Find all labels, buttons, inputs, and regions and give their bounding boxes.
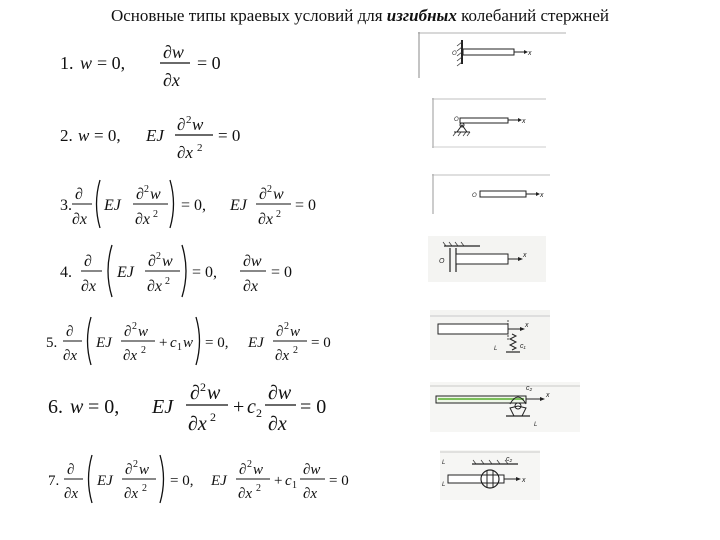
svg-text:2: 2: [165, 276, 170, 287]
svg-text:∂: ∂: [136, 186, 144, 203]
svg-text:x: x: [528, 50, 532, 57]
svg-text:= 0: = 0: [197, 53, 221, 73]
svg-text:= 0: = 0: [218, 126, 241, 145]
svg-text:L: L: [534, 422, 538, 428]
svg-text:O: O: [439, 258, 445, 265]
svg-text:∂x: ∂x: [81, 278, 97, 295]
svg-text:2: 2: [156, 251, 161, 262]
svg-text:2: 2: [210, 410, 216, 424]
condition-number: 3.: [60, 197, 72, 214]
svg-text:∂: ∂: [75, 186, 83, 203]
svg-text:EJ: EJ: [97, 473, 113, 489]
svg-text:= 0: = 0: [295, 197, 317, 214]
condition-4: [60, 245, 292, 297]
diagram-clamped-end: [418, 32, 566, 78]
svg-text:∂x: ∂x: [135, 211, 151, 228]
svg-text:∂x: ∂x: [64, 486, 79, 502]
svg-text:x: x: [522, 477, 526, 484]
svg-text:∂: ∂: [148, 253, 156, 270]
svg-text:L: L: [442, 460, 446, 466]
svg-text:2: 2: [186, 114, 192, 126]
svg-text:w: w: [78, 126, 90, 145]
svg-text:w: w: [207, 382, 221, 404]
svg-text:x: x: [546, 392, 550, 399]
svg-text:w: w: [183, 335, 194, 351]
svg-text:w: w: [162, 253, 173, 270]
diagram-sliding-clamp: [428, 236, 546, 282]
condition-number: 4.: [60, 264, 72, 281]
svg-text:= 0: = 0: [271, 264, 293, 281]
svg-text:2: 2: [144, 184, 149, 195]
condition-number: 6.: [48, 396, 63, 418]
svg-text:∂x: ∂x: [147, 278, 163, 295]
svg-text:= 0,: = 0,: [97, 53, 126, 73]
svg-text:L: L: [442, 482, 446, 488]
condition-number: 2.: [60, 126, 73, 145]
svg-text:2: 2: [276, 209, 281, 220]
svg-text:∂x: ∂x: [268, 413, 287, 435]
svg-text:1: 1: [292, 480, 297, 491]
svg-text:w: w: [192, 115, 204, 134]
svg-text:c₂: c₂: [506, 456, 513, 463]
condition-5: [46, 317, 331, 365]
svg-text:x: x: [525, 322, 529, 329]
condition-3: [60, 180, 316, 228]
svg-text:∂w: ∂w: [303, 462, 321, 478]
svg-text:EJ: EJ: [96, 335, 112, 351]
svg-text:O: O: [452, 51, 457, 57]
condition-2: [60, 114, 240, 162]
svg-text:2: 2: [133, 459, 138, 470]
condition-7: [48, 455, 349, 503]
svg-text:EJ: EJ: [152, 396, 174, 418]
svg-text:c₂: c₂: [526, 385, 533, 392]
svg-text:∂: ∂: [190, 382, 200, 404]
svg-text:x: x: [540, 192, 544, 199]
svg-text:L: L: [494, 346, 498, 352]
svg-text:2: 2: [142, 483, 147, 494]
svg-text:1: 1: [177, 342, 182, 353]
svg-text:w: w: [139, 462, 150, 478]
svg-text:= 0,: = 0,: [205, 335, 229, 351]
svg-text:∂: ∂: [276, 324, 284, 340]
diagram-sliding-elastic-support: [440, 450, 540, 500]
svg-text:= 0,: = 0,: [170, 473, 194, 489]
svg-text:∂x: ∂x: [123, 348, 138, 364]
svg-text:= 0: = 0: [329, 473, 349, 489]
svg-text:∂x: ∂x: [258, 211, 274, 228]
svg-text:= 0,: = 0,: [88, 396, 120, 418]
svg-text:= 0,: = 0,: [94, 126, 121, 145]
svg-text:= 0: = 0: [311, 335, 331, 351]
svg-text:x: x: [523, 252, 527, 259]
svg-text:2: 2: [153, 209, 158, 220]
svg-text:c₁: c₁: [520, 343, 526, 350]
svg-text:∂x: ∂x: [177, 143, 193, 162]
svg-text:2: 2: [267, 184, 272, 195]
svg-text:EJ: EJ: [104, 197, 121, 214]
svg-text:2: 2: [247, 459, 252, 470]
svg-text:O: O: [454, 117, 459, 123]
svg-text:EJ: EJ: [230, 197, 247, 214]
svg-text:∂: ∂: [66, 324, 74, 340]
svg-text:∂x: ∂x: [303, 486, 318, 502]
svg-text:2: 2: [141, 345, 146, 356]
svg-text:∂x: ∂x: [238, 486, 253, 502]
diagram-free-end: [432, 174, 550, 214]
condition-number: 7.: [48, 473, 60, 489]
svg-text:w: w: [290, 324, 301, 340]
condition-6: [48, 380, 326, 435]
svg-text:EJ: EJ: [117, 264, 134, 281]
svg-text:w: w: [273, 186, 284, 203]
svg-text:+: +: [274, 473, 283, 489]
title-emphasis: изгибных: [386, 6, 457, 25]
svg-text:w: w: [150, 186, 161, 203]
svg-text:EJ: EJ: [248, 335, 264, 351]
svg-text:∂w: ∂w: [243, 253, 262, 270]
svg-text:w: w: [70, 396, 84, 418]
svg-text:c: c: [247, 396, 256, 418]
svg-text:EJ: EJ: [146, 126, 164, 145]
svg-text:∂: ∂: [239, 462, 247, 478]
svg-text:2: 2: [256, 406, 262, 420]
diagram-hinged-end: [432, 98, 546, 148]
svg-text:2: 2: [132, 321, 137, 332]
page-title: Основные типы краевых условий для изгибных колебаний стержней: [110, 6, 610, 25]
svg-text:2: 2: [293, 345, 298, 356]
svg-text:2: 2: [256, 483, 261, 494]
svg-text:x: x: [522, 118, 526, 125]
condition-number: 5.: [46, 335, 58, 351]
svg-text:∂: ∂: [124, 324, 132, 340]
svg-text:2: 2: [200, 380, 206, 394]
svg-text:+: +: [233, 396, 245, 418]
svg-text:∂w: ∂w: [163, 42, 184, 62]
svg-text:∂x: ∂x: [188, 413, 207, 435]
svg-text:c: c: [285, 473, 292, 489]
diagram-rotational-spring-support: [430, 382, 580, 432]
svg-text:w: w: [253, 462, 264, 478]
svg-text:2: 2: [197, 142, 203, 154]
condition-number: 1.: [60, 53, 74, 73]
svg-text:c: c: [170, 335, 177, 351]
condition-1: [60, 42, 221, 90]
diagram-elastic-support: [430, 310, 550, 360]
svg-text:∂x: ∂x: [72, 211, 88, 228]
svg-text:∂x: ∂x: [163, 70, 180, 90]
svg-text:∂: ∂: [84, 253, 92, 270]
svg-text:∂: ∂: [259, 186, 267, 203]
svg-text:∂: ∂: [177, 115, 186, 134]
svg-text:= 0: = 0: [300, 396, 327, 418]
w-symbol: w: [80, 53, 93, 73]
svg-text:= 0,: = 0,: [192, 264, 218, 281]
svg-text:∂x: ∂x: [63, 348, 78, 364]
svg-text:∂w: ∂w: [268, 382, 292, 404]
svg-text:2: 2: [284, 321, 289, 332]
svg-text:∂: ∂: [67, 462, 75, 478]
svg-text:∂x: ∂x: [243, 278, 259, 295]
svg-text:∂x: ∂x: [124, 486, 139, 502]
svg-text:∂x: ∂x: [275, 348, 290, 364]
svg-text:= 0,: = 0,: [181, 197, 207, 214]
svg-text:w: w: [138, 324, 149, 340]
svg-text:+: +: [159, 335, 168, 351]
svg-text:EJ: EJ: [211, 473, 227, 489]
svg-text:O: O: [472, 193, 477, 199]
svg-text:∂: ∂: [125, 462, 133, 478]
